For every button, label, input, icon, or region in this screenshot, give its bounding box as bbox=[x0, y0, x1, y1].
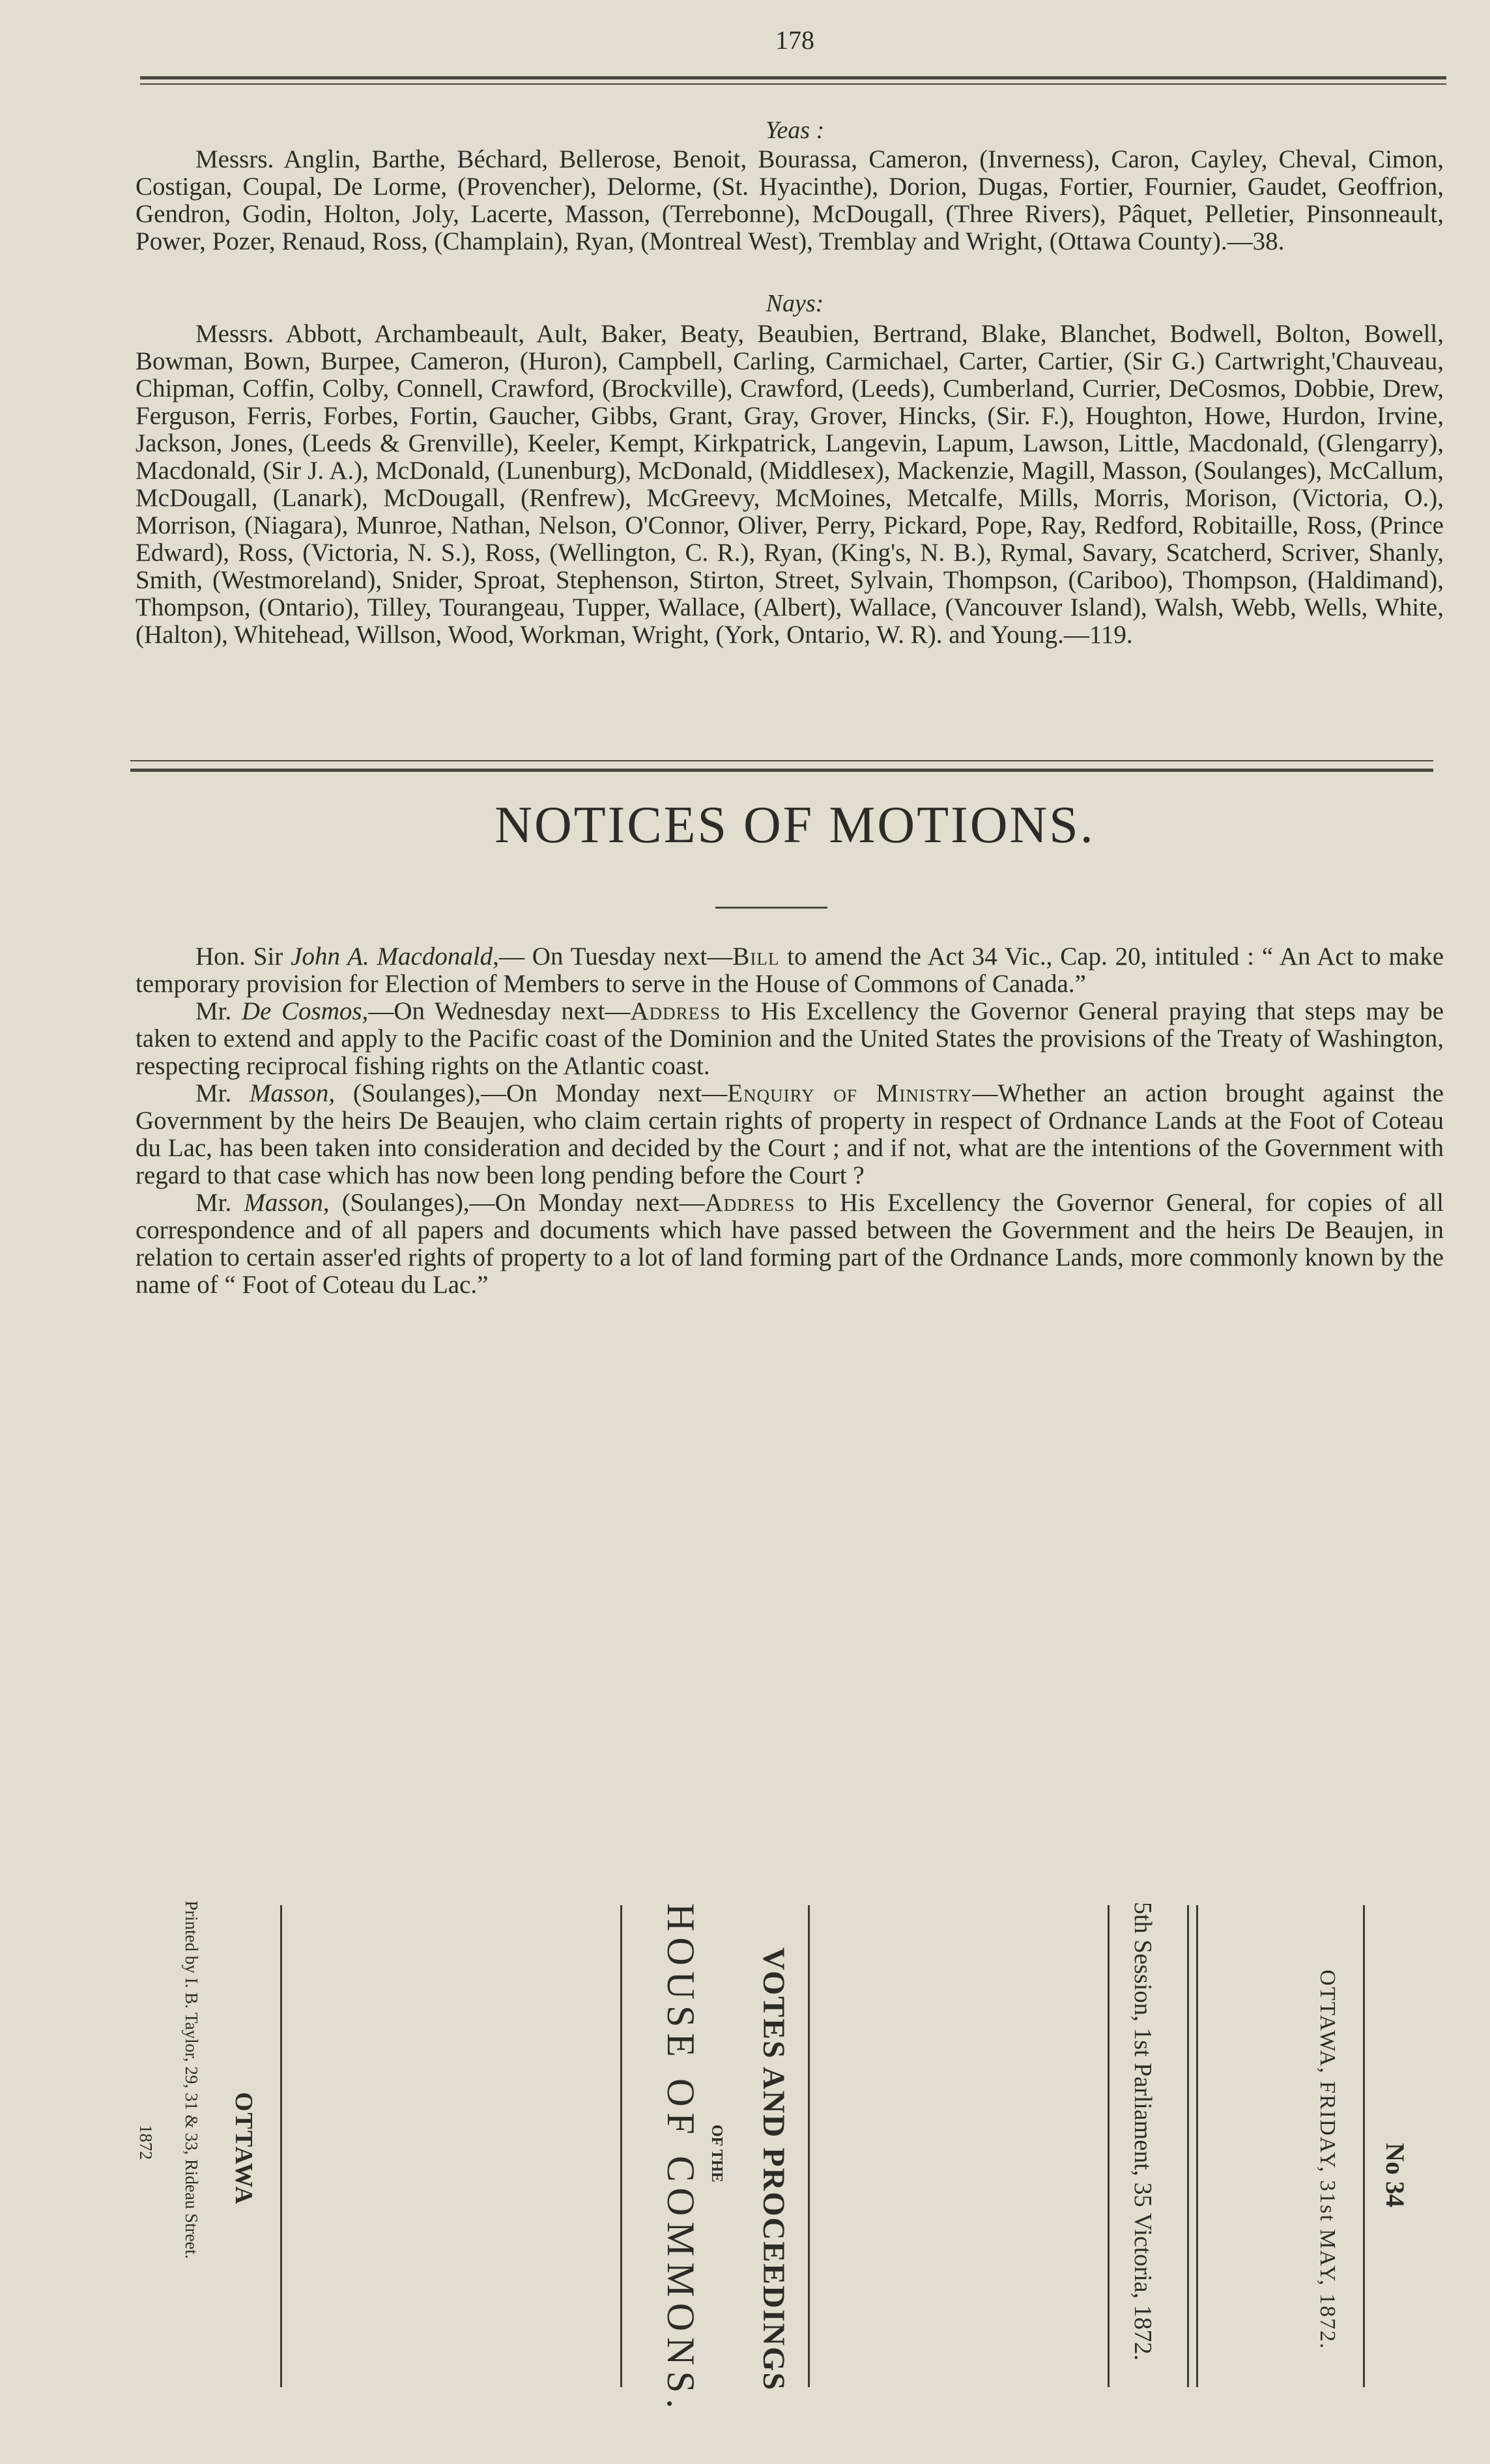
cover-city: OTTAWA bbox=[230, 2092, 257, 2205]
notice-item: Mr. De Cosmos,—On Wednesday next—Address to His Excellency the Governor General praying that steps may be taken to extend and apply to the Pacific coast of the Dominion and the United States the provisions of the Treaty of Washington, respecting reciprocal fishing rights on the Atlantic coast. bbox=[136, 997, 1444, 1080]
cover-printer: Printed by I. B. Taylor, 29, 31 & 33, Rideau Street. bbox=[182, 1901, 201, 2259]
cover-rule bbox=[280, 1905, 282, 2387]
nays-text: Messrs. Abbott, Archambeault, Ault, Baker, Beaty, Beaubien, Bertrand, Blake, Blanchet, Bodwell, Bolton, Bowell, Bowman, Bown, Burpee, Cameron, (Huron), Campbell, Carling, Carmichael, Carter, Cartier, (Sir G.) Cartwright,'Chauveau, Chipman, Coffin, Colby, Connell, Crawford, (Brockville), Crawford, (Leeds), Cumberland, Currier, DeCosmos, Dobbie, Drew, Ferguson, Ferris, Forbes, Fortin, Gaucher, Gibbs, Grant, Gray, Grover, Hincks, (Sir. F.), Houghton, Howe, Hurdon, Irvine, Jackson, Jones, (Leeds & Grenville), Keeler, Kempt, Kirkpatrick, Langevin, Lapum, Lawson, Little, Macdonald, (Glengarry), Macdonald, (Sir J. A.), McDonald, (Lunenburg), McDonald, (Middlesex), Mackenzie, Magill, Masson, (Soulanges), McCallum, McDougall, (Lanark), McDougall, (Renfrew), McGreevy, McMoines, Metcalfe, Mills, Morris, Morison, (Victoria, O.), Morrison, (Niagara), Munroe, Nathan, Nelson, O'Connor, Oliver, Perry, Pickard, Pope, Ray, Redford, Robitaille, Ross, (Prince Edward), Ross, (Victoria, N. S.), Ross, (Wellington, C. R.), Ryan, (King's, N. B.), Rymal, Savary, Scatcherd, Scriver, Shanly, Smith, (Westmoreland), Snider, Sproat, Stephenson, Stirton, Street, Sylvain, Thompson, (Cariboo), Thompson, (Haldimand), Thompson, (Ontario), Tilley, Tourangeau, Tupper, Wallace, (Albert), Wallace, (Vancouver Island), Walsh, Webb, Wells, White, (Halton), Whitehead, Willson, Wood, Workman, Wright, (York, Ontario, W. R). and Young.—119. bbox=[136, 320, 1444, 649]
section-rule bbox=[130, 760, 1433, 761]
yeas-text: Messrs. Anglin, Barthe, Béchard, Bellerose, Benoit, Bourassa, Cameron, (Inverness), Caron, Cayley, Cheval, Cimon, Costigan, Coupal, De Lorme, (Provencher), Delorme, (St. Hyacinthe), Dorion, Dugas, Fortier, Fournier, Gaudet, Geoffrion, Gendron, Godin, Holton, Joly, Lacerte, Masson, (Terrebonne), McDougall, (Three Rivers), Pâquet, Pelletier, Pinsonneault, Power, Pozer, Renaud, Ross, (Champlain), Ryan, (Montreal West), Tremblay and Wright, (Ottawa County).—38. bbox=[136, 145, 1444, 255]
notice-item: Mr. Masson, (Soulanges),—On Monday next—Enquiry of Ministry—Whether an action brought against the Government by the heirs De Beaujen, who claim certain rights of property in respect of Ordnance Lands at the Foot of Coteau du Lac, has been taken into consideration and decided by the Court ; and if not, what are the intentions of the Government with regard to that case which has now been long pending before the Court ? bbox=[136, 1079, 1444, 1189]
cover-session: 5th Session, 1st Parliament, 35 Victoria, 1872. bbox=[1129, 1902, 1156, 2361]
cover-title-of-the: OF THE bbox=[708, 2125, 725, 2183]
cover-year: 1872 bbox=[136, 2125, 156, 2160]
motion-kind: Bill bbox=[732, 942, 780, 970]
mover-name: De Cosmos, bbox=[241, 997, 369, 1025]
nays-list bbox=[136, 320, 1444, 649]
motion-kind: Enquiry of Ministry bbox=[727, 1079, 973, 1107]
cover-rule bbox=[1108, 1905, 1110, 2387]
mover-name: Masson, bbox=[244, 1189, 330, 1217]
cover-title-votes: VOTES AND PROCEEDINGS bbox=[756, 1947, 791, 2392]
cover-rule bbox=[1363, 1905, 1365, 2387]
cover-rule bbox=[1196, 1905, 1198, 2387]
cover-rule bbox=[620, 1905, 622, 2387]
notices-list bbox=[136, 943, 1444, 1299]
notices-title: NOTICES OF MOTIONS. bbox=[494, 797, 1095, 854]
mover-name: John A. Macdonald, bbox=[291, 942, 499, 970]
mover-name: Masson, bbox=[250, 1079, 336, 1107]
page-number: 178 bbox=[775, 25, 814, 55]
cover-title-house: HOUSE OF COMMONS. bbox=[659, 1903, 702, 2414]
nays-heading: Nays: bbox=[766, 290, 824, 317]
motion-kind: Address bbox=[630, 997, 721, 1025]
cover-rule bbox=[808, 1905, 810, 2387]
motion-kind: Address bbox=[704, 1189, 795, 1217]
cover-rule bbox=[1187, 1905, 1189, 2387]
top-rule-lower bbox=[140, 83, 1446, 85]
title-underline bbox=[715, 907, 827, 909]
top-rule bbox=[140, 76, 1446, 79]
cover-number: No 34 bbox=[1381, 2143, 1410, 2207]
section-rule-lower bbox=[130, 769, 1433, 772]
cover-date: OTTAWA, FRIDAY, 31st MAY, 1872. bbox=[1315, 1970, 1340, 2350]
yeas-list bbox=[136, 146, 1444, 255]
yeas-heading: Yeas : bbox=[765, 117, 825, 144]
notice-item: Mr. Masson, (Soulanges),—On Monday next—Address to His Excellency the Governor General, for copies of all correspondence and of all papers and documents which have passed between the Government and the heirs De Beaujen, in relation to certain asser'ed rights of property to a lot of land forming part of the Ordnance Lands, more commonly known by the name of “ Foot of Coteau du Lac.” bbox=[136, 1189, 1444, 1299]
notice-item: Hon. Sir John A. Macdonald,— On Tuesday next—Bill to amend the Act 34 Vic., Cap. 20, intituled : “ An Act to make temporary provision for Election of Members to serve in the House of Commons of Canada.” bbox=[136, 942, 1444, 998]
